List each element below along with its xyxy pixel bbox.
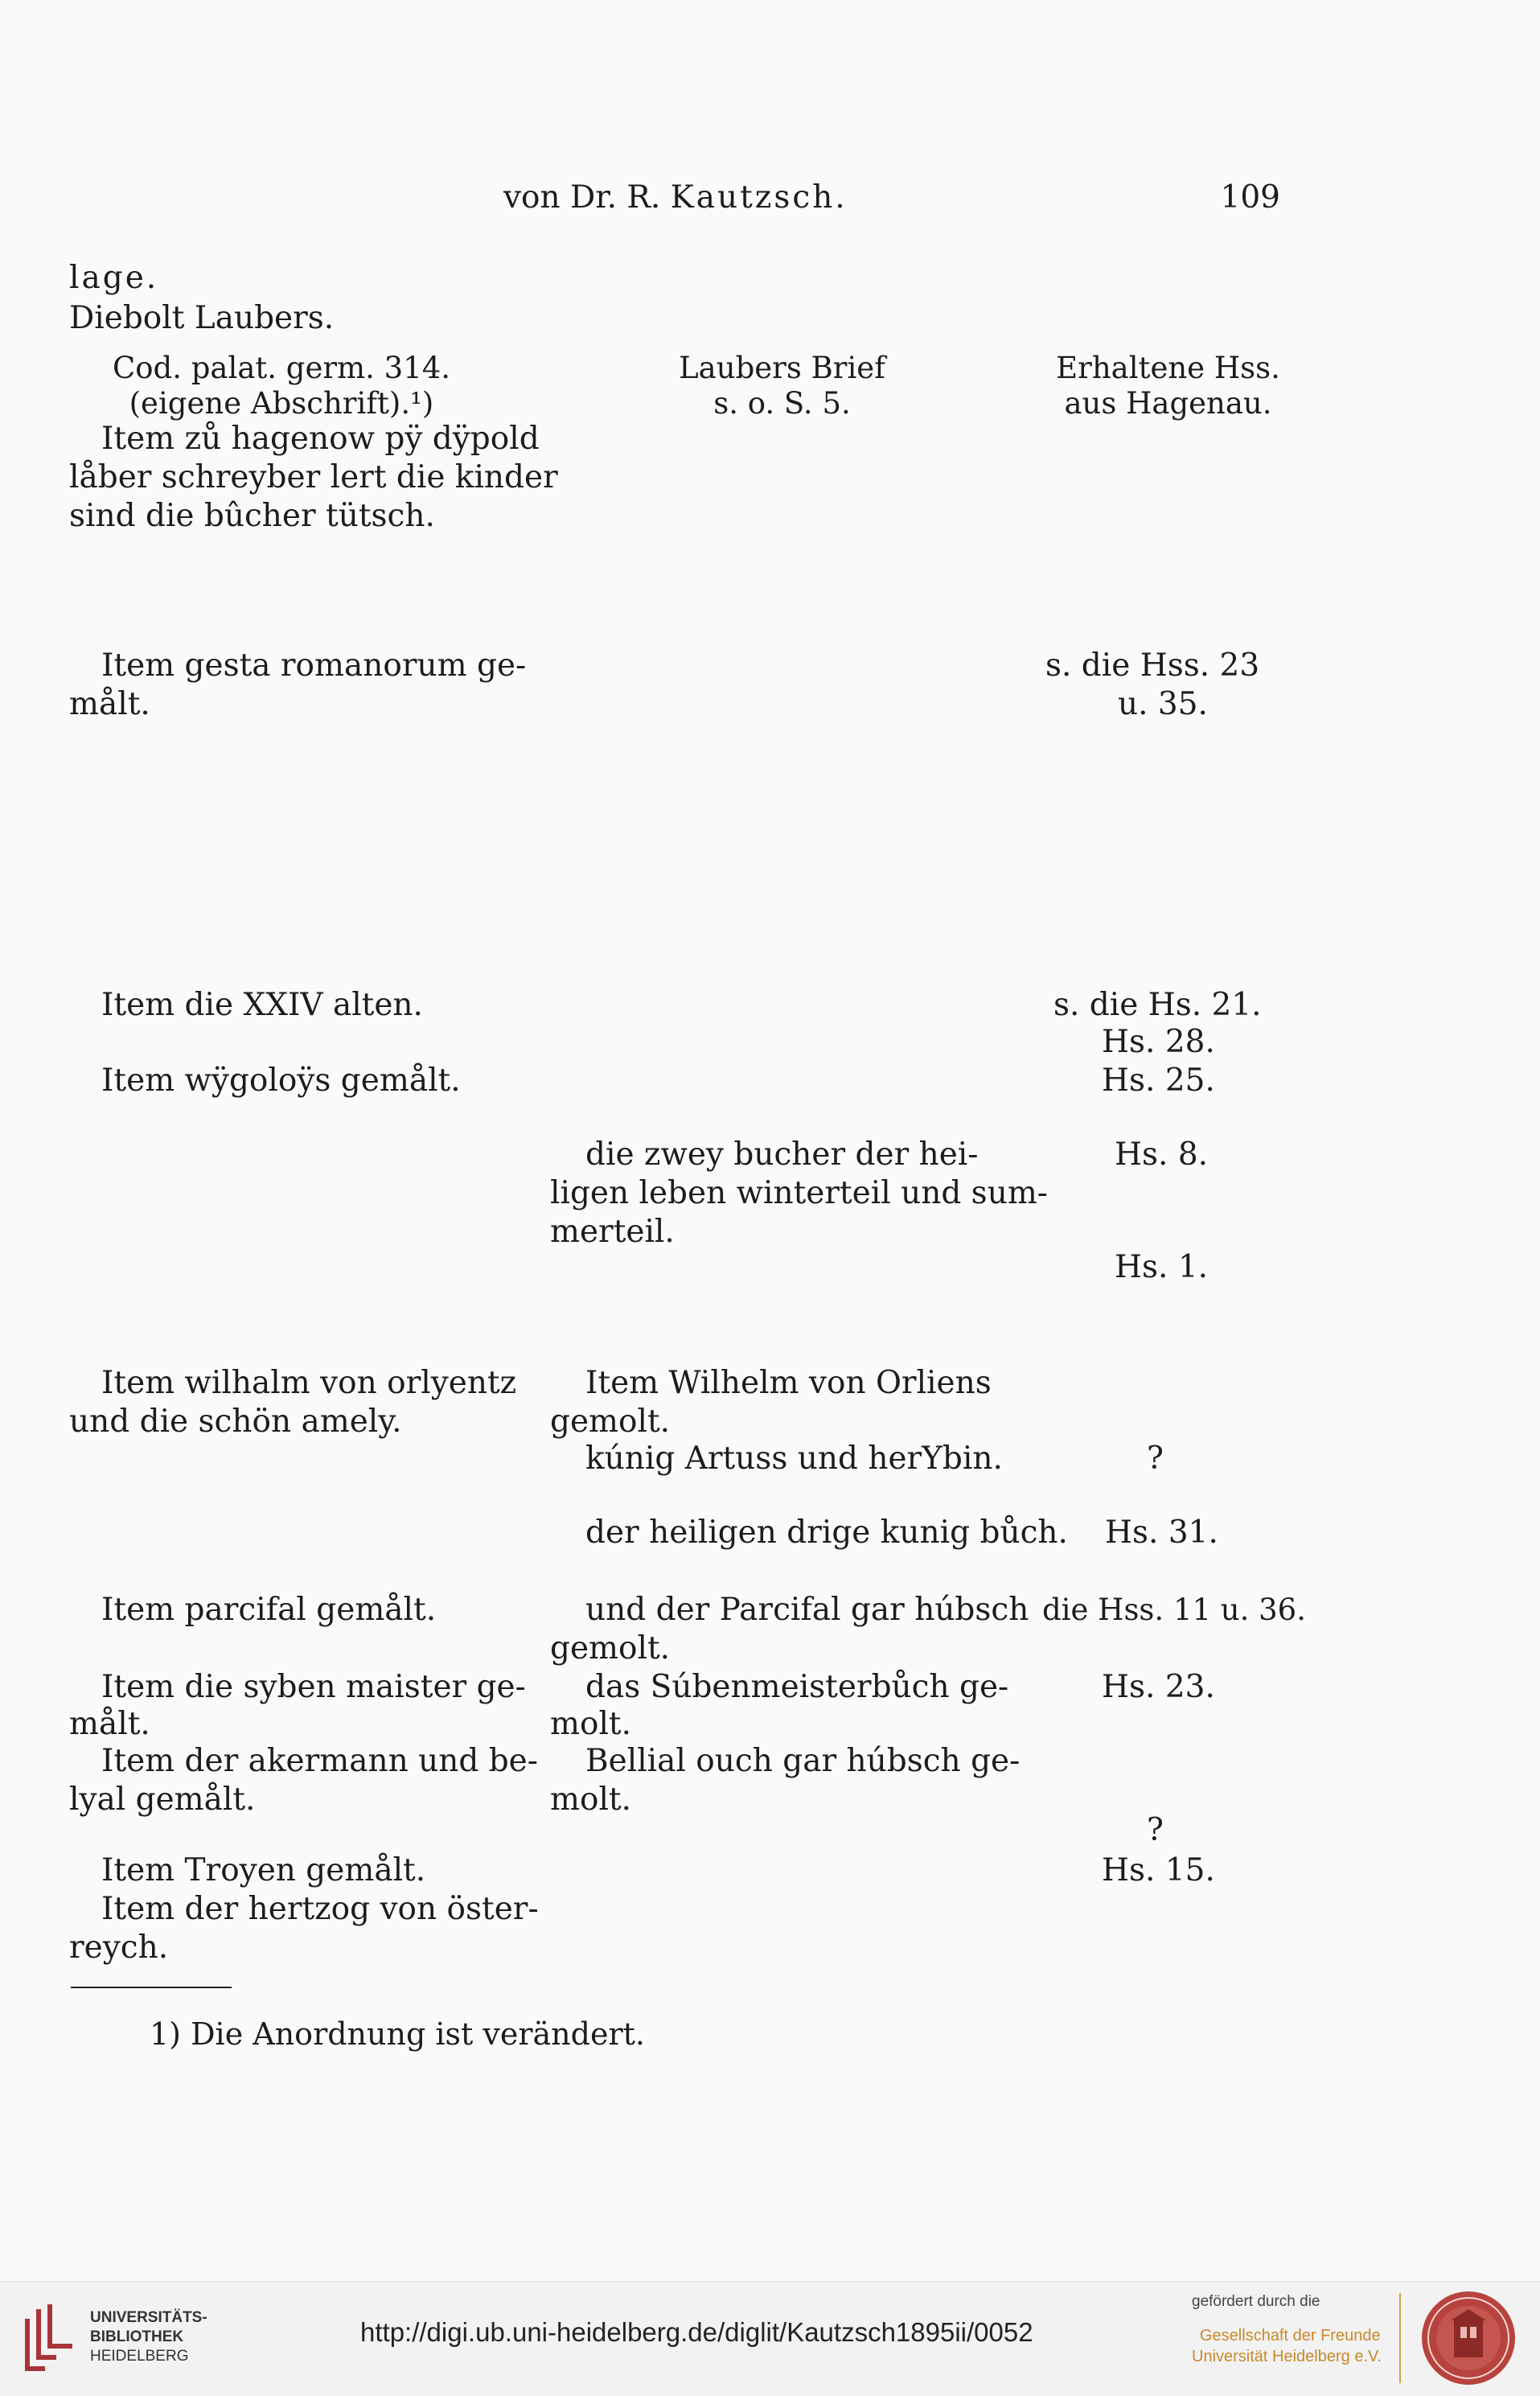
permalink-url[interactable]: http://digi.ub.uni-heidelberg.de/diglit/Kautzsch1895ii/0052: [360, 2317, 1033, 2347]
entry12-line1: Item der hertzog von öster-: [101, 1891, 539, 1927]
entry10-mid2: molt.: [550, 1782, 632, 1818]
top-line-2: Diebolt Laubers.: [69, 300, 335, 336]
entry6-line2: und die schön amely.: [69, 1403, 402, 1440]
entry9-mid1: das Súbenmeisterbůch ge-: [585, 1669, 1009, 1705]
entry4-ref2: Hs. 25.: [1102, 1062, 1215, 1099]
entry11-ref0: ?: [1147, 1812, 1164, 1848]
library-name-line2: BIBLIOTHEK: [90, 2328, 184, 2345]
footnote-rule: [71, 1987, 232, 1988]
col2-header-line1: Laubers Brief: [679, 351, 885, 385]
entry11-ref1: Hs. 15.: [1102, 1852, 1215, 1888]
entry2-line2: målt.: [69, 686, 150, 722]
society-name-line1: Gesellschaft der Freunde: [1200, 2327, 1381, 2345]
entry11-line1: Item Troyen gemålt.: [101, 1852, 426, 1888]
entry1-line3: sind die bûcher tütsch.: [69, 498, 435, 534]
entry10-mid1: Bellial ouch gar húbsch ge-: [585, 1743, 1021, 1779]
library-name-line3: HEIDELBERG: [90, 2348, 189, 2365]
entry5-mid2: ligen leben winterteil und sum-: [550, 1175, 1048, 1211]
library-logo-icon: [21, 2301, 79, 2375]
top-line-1: lage.: [69, 260, 159, 296]
entry7-mid1: der heiligen drige kunig bůch.: [585, 1514, 1068, 1551]
entry9-mid2: molt.: [550, 1706, 632, 1742]
running-title-author: von Dr. R.: [503, 179, 671, 216]
entry12-line2: reych.: [69, 1930, 169, 1966]
entry6-mid2: gemolt.: [550, 1403, 671, 1440]
running-title: [503, 179, 848, 216]
entry9-ref1: Hs. 23.: [1102, 1669, 1215, 1705]
footer-divider: [1399, 2293, 1401, 2383]
col3-header-line2: aus Hagenau.: [1064, 386, 1272, 421]
running-title-name: Kautzsch.: [670, 179, 848, 216]
footnote: 1) Die Anordnung ist verändert.: [150, 2016, 645, 2052]
entry6-line1: Item wilhalm von orlyentz: [101, 1365, 517, 1401]
entry5-ref1: Hs. 8.: [1115, 1136, 1209, 1173]
entry10-line1: Item der akermann und be-: [101, 1743, 538, 1779]
entry5-ref2: Hs. 1.: [1115, 1249, 1209, 1285]
entry9-line1: Item die syben maister ge-: [101, 1669, 526, 1705]
entry3-line1: Item die XXIV alten.: [101, 987, 423, 1023]
entry2-line1: Item gesta romanorum ge-: [101, 647, 527, 684]
entry6-mid3: kúnig Artuss und herYbin.: [585, 1440, 1003, 1477]
entry5-mid1: die zwey bucher der hei-: [585, 1136, 979, 1173]
entry6-ref1: ?: [1147, 1440, 1164, 1477]
entry6-mid1: Item Wilhelm von Orliens: [585, 1365, 992, 1401]
entry8-mid1: und der Parcifal gar húbsch: [585, 1592, 1029, 1628]
entry9-line2: målt.: [69, 1706, 150, 1742]
col1-header-line2: (eigene Abschrift).¹): [129, 386, 434, 421]
entry7-ref1: Hs. 31.: [1105, 1514, 1218, 1551]
entry1-line1: Item zů hagenow pÿ dÿpold: [101, 421, 540, 457]
entry8-ref1: die Hss. 11 u. 36.: [1042, 1593, 1306, 1627]
funded-by: gefördert durch die: [1192, 2293, 1320, 2310]
entry4-ref1: Hs. 28.: [1102, 1024, 1215, 1060]
page-number: 109: [1220, 179, 1280, 216]
entry1-line2: låber schreyber lert die kinder: [69, 459, 558, 495]
entry8-line1: Item parcifal gemålt.: [101, 1592, 437, 1628]
entry2-ref2: u. 35.: [1118, 686, 1208, 722]
col1-header-line1: Cod. palat. germ. 314.: [112, 351, 451, 385]
society-name-line2: Universität Heidelberg e.V.: [1192, 2348, 1382, 2365]
col3-header-line1: Erhaltene Hss.: [1056, 351, 1280, 385]
footer-bar: [0, 2281, 1540, 2396]
university-seal-icon: [1419, 2288, 1518, 2388]
entry5-mid3: merteil.: [550, 1214, 675, 1250]
entry4-line1: Item wÿgoloÿs gemålt.: [101, 1062, 461, 1099]
col2-header-line2: s. o. S. 5.: [713, 386, 851, 421]
entry10-line2: lyal gemålt.: [69, 1782, 256, 1818]
entry2-ref1: s. die Hss. 23: [1045, 647, 1260, 684]
entry8-mid2: gemolt.: [550, 1630, 671, 1667]
entry3-ref1: s. die Hs. 21.: [1053, 987, 1262, 1023]
library-name-line1: UNIVERSITÄTS-: [90, 2309, 207, 2326]
